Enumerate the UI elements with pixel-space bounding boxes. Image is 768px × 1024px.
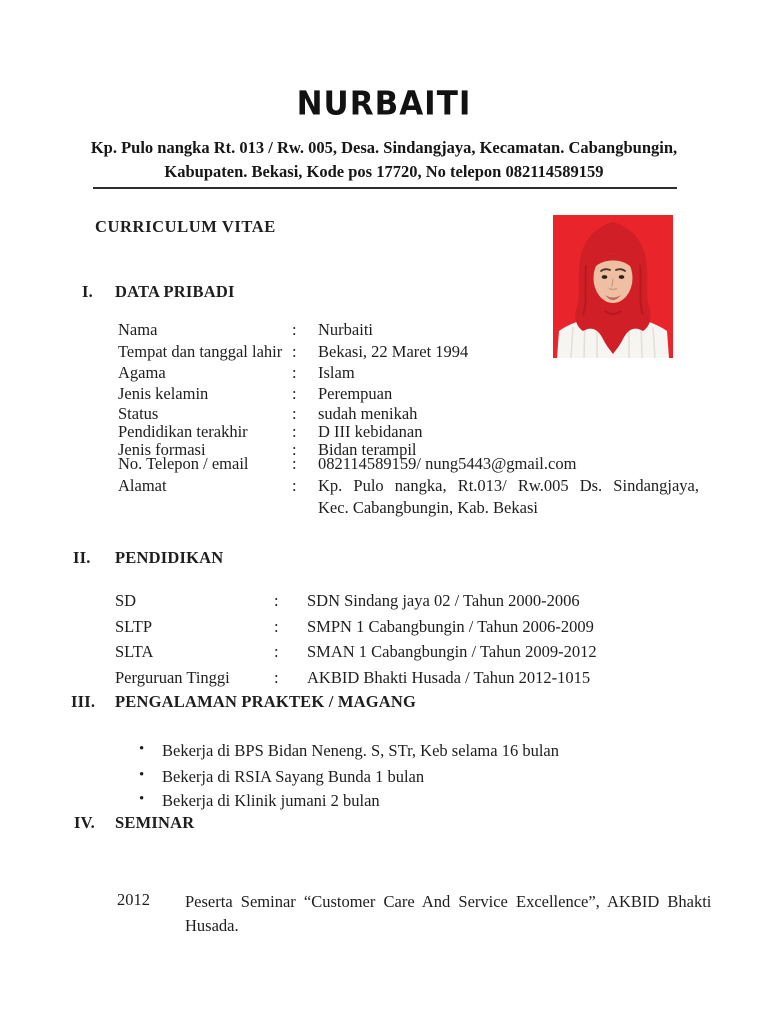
experience-text: Bekerja di BPS Bidan Neneng. S, STr, Keb selama 16 bulan (162, 741, 559, 760)
education-detail: SDN Sindang jaya 02 / Tahun 2000-2006 (307, 591, 580, 610)
section-title: PENGALAMAN PRAKTEK / MAGANG (115, 692, 417, 711)
education-detail: AKBID Bhakti Husada / Tahun 2012-1015 (307, 668, 591, 687)
field-value: sudah menikah (318, 404, 418, 423)
colon-separator: : (292, 320, 297, 339)
field-label: Status (118, 404, 159, 423)
colon-separator: : (292, 422, 297, 441)
field-value: Nurbaiti (318, 320, 373, 339)
field-label: Alamat (118, 476, 167, 495)
bullet-icon: • (139, 741, 145, 757)
field-value: D III kebidanan (318, 422, 423, 441)
field-label: Jenis kelamin (118, 384, 209, 403)
page-title: NURBAITI (296, 84, 472, 124)
field-label: Pendidikan terakhir (118, 422, 248, 441)
colon-separator: : (274, 591, 279, 610)
colon-separator: : (274, 642, 279, 661)
header-divider-rule (93, 187, 677, 189)
address-line-2: Kabupaten. Bekasi, Kode pos 17720, No telepon 082114589159 (164, 162, 604, 181)
education-detail: SMAN 1 Cabangbungin / Tahun 2009-2012 (307, 642, 597, 661)
experience-text: Bekerja di Klinik jumani 2 bulan (162, 791, 380, 810)
colon-separator: : (292, 363, 297, 382)
section-heading-data-pribadi (82, 282, 235, 302)
seminar-description-line-2: Husada. (185, 916, 239, 935)
section-heading-pengalaman (71, 692, 416, 712)
education-level: Perguruan Tinggi (115, 668, 230, 687)
address-line-1: Kp. Pulo nangka Rt. 013 / Rw. 005, Desa. Sindangjaya, Kecamatan. Cabangbungin, (90, 138, 678, 157)
field-value: Perempuan (318, 384, 393, 403)
seminar-year: 2012 (117, 890, 150, 909)
section-heading-pendidikan (73, 548, 223, 568)
field-value: Bekasi, 22 Maret 1994 (318, 342, 469, 361)
field-value: Islam (318, 363, 355, 382)
education-level: SD (115, 591, 137, 610)
document-heading: CURRICULUM VITAE (95, 217, 276, 236)
section-title: PENDIDIKAN (115, 548, 224, 567)
field-value-line-1: Kp. Pulo nangka, Rt.013/ Rw.005 Ds. Sindangjaya, (318, 476, 699, 495)
colon-separator: : (292, 476, 297, 495)
bullet-icon: • (139, 791, 145, 807)
colon-separator: : (274, 617, 279, 636)
colon-separator: : (292, 384, 297, 403)
colon-separator: : (292, 342, 297, 361)
section-numeral: II. (73, 548, 91, 567)
field-label: No. Telepon / email (118, 454, 249, 473)
education-detail: SMPN 1 Cabangbungin / Tahun 2006-2009 (307, 617, 594, 636)
profile-photo-illustration (553, 215, 673, 358)
section-numeral: IV. (74, 813, 95, 832)
section-title: DATA PRIBADI (115, 282, 235, 301)
section-title: SEMINAR (115, 813, 195, 832)
contact-address (0, 136, 768, 184)
field-value: Bidan terampil (318, 440, 417, 459)
education-level: SLTA (115, 642, 154, 661)
colon-separator: : (292, 404, 297, 423)
experience-text: Bekerja di RSIA Sayang Bunda 1 bulan (162, 767, 425, 786)
colon-separator: : (274, 668, 279, 687)
education-level: SLTP (115, 617, 152, 636)
section-numeral: III. (71, 692, 96, 711)
colon-separator: : (292, 454, 297, 473)
colon-separator: : (292, 440, 297, 459)
section-heading-seminar (74, 813, 194, 833)
profile-photo (553, 215, 673, 358)
field-value-line-2: Kec. Cabangbungin, Kab. Bekasi (318, 498, 538, 517)
section-numeral: I. (82, 282, 93, 301)
field-label: Agama (118, 363, 166, 382)
field-label: Tempat dan tanggal lahir (118, 342, 283, 361)
field-value: 082114589159/ nung5443@gmail.com (318, 454, 577, 473)
seminar-description (185, 890, 712, 938)
seminar-description-line-1: Peserta Seminar “Customer Care And Service Excellence”, AKBID Bhakti (185, 892, 712, 911)
field-label: Jenis formasi (118, 440, 206, 459)
bullet-icon: • (139, 767, 145, 783)
field-label: Nama (118, 320, 158, 339)
